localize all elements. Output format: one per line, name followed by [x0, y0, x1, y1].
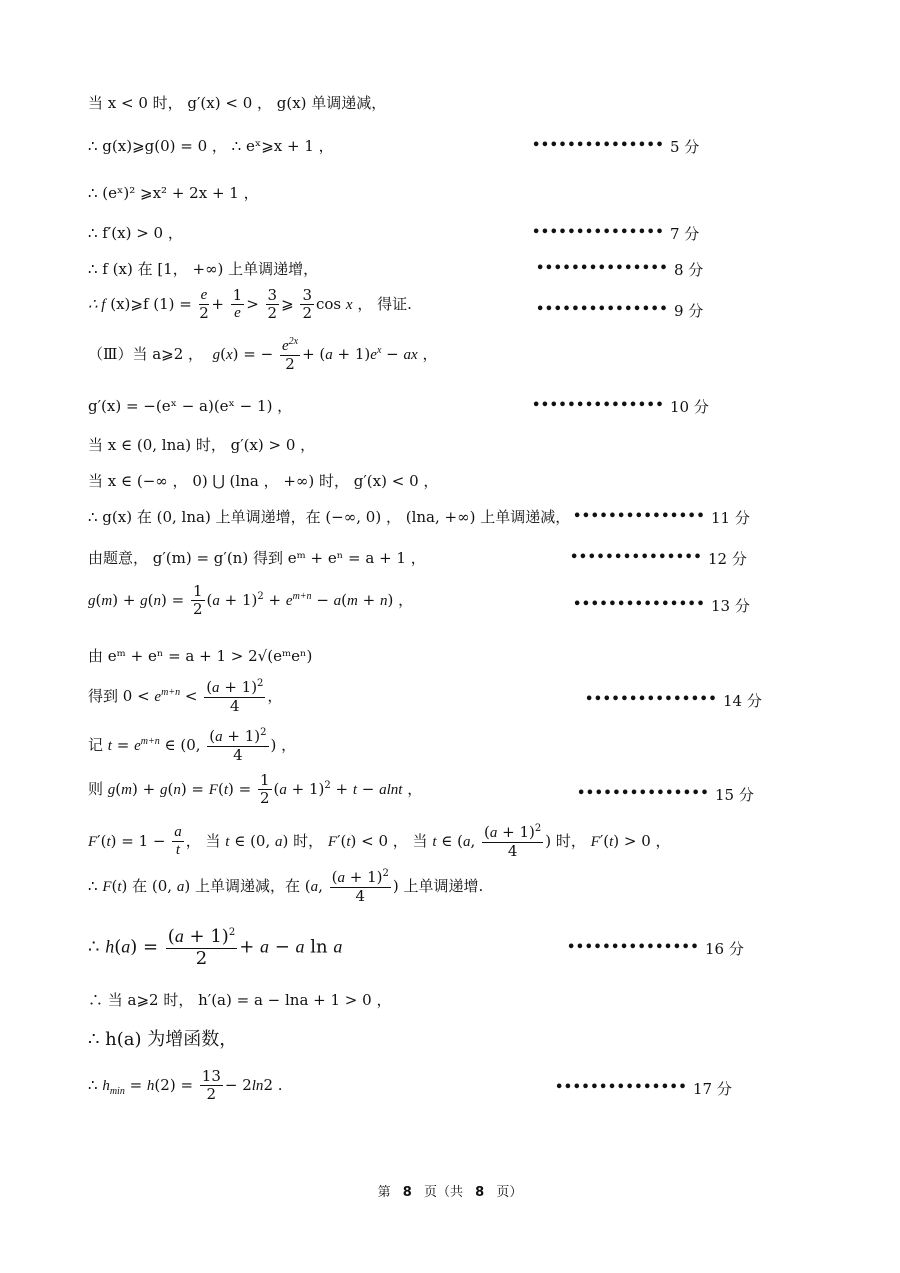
dot-leader: ••••••••••••••• [536, 261, 669, 276]
footer-mid: 页（共 [423, 1185, 463, 1200]
score-label: 17 分 [693, 1080, 732, 1098]
dot-leader: ••••••••••••••• [555, 1080, 688, 1095]
text: 当 x ∈ (0, lna) 时， g′(x) > 0 ， [88, 436, 316, 454]
fraction: $\frac{(a + 1)^2}{4}$ [331, 868, 389, 906]
line-2 [88, 137, 334, 155]
line-21 [88, 991, 391, 1009]
text: ∴ (eˣ)² ⩾x² + 2x + 1 ， [88, 184, 259, 202]
text: ∴ g(x) 在 (0, lna) 上单调递增，在 (−∞, 0) ， (lna, +∞) 上单调递减， [88, 508, 571, 526]
line-12 [88, 549, 426, 567]
score-label: 13 分 [711, 597, 750, 615]
fraction: $\frac{1}{2}$ [259, 771, 270, 808]
fraction: $\frac{(a + 1)^2}{4}$ [206, 678, 264, 716]
line-15: 得到 $0 < e^{m+n}$ < $\frac{(a + 1)^2}{4}$ ， [88, 678, 283, 716]
line-5 [88, 260, 318, 278]
dot-leader: ••••••••••••••• [577, 786, 710, 801]
fraction: $\frac{(a + 1)^2}{2}$ [167, 926, 236, 969]
text: g′(x) = −(eˣ − a)(eˣ − 1) ， [88, 397, 293, 415]
line-9 [88, 436, 315, 454]
score-label: 12 分 [708, 550, 747, 568]
line-18: F′(t) = 1 − $\frac{a}{t}$ ， 当 t ∈ (0, a) 时， F′(t) < 0 ， 当 t ∈ (a, $\frac{(a + 1)^2}{4}$ ) 时， F′(t) > 0 ， [88, 823, 671, 861]
line-6: ∴ f (x)⩾f (1) = $\frac{e}{2}$ + $\frac{1}{e}$ > $\frac{3}{2}$ ⩾ $\frac{3}{2}$ cos x ， 得证. [88, 286, 412, 323]
dot-leader: ••••••••••••••• [570, 550, 703, 565]
fraction: $\frac{(a + 1)^2}{4}$ [209, 727, 267, 765]
score-label: 14 分 [723, 692, 762, 710]
score-label: 11 分 [711, 509, 750, 527]
fraction: $\frac{e}{2}$ [199, 287, 209, 323]
dot-leader: ••••••••••••••• [585, 692, 718, 707]
line-3 [88, 184, 259, 202]
dot-leader: ••••••••••••••• [567, 940, 700, 955]
dot-leader: ••••••••••••••• [573, 509, 706, 524]
line-13: g(m) + g(n) = $\frac{1}{2}$ $(a + 1)^2 + e^{m+n} - a(m + n)$ ， [88, 582, 414, 619]
line-7: （Ⅲ）当 a⩾2 ， g(x) = − $\frac{e^{2x}}{2}$ + $(a + 1)e^x$ − ax ， [88, 336, 438, 374]
dot-leader: ••••••••••••••• [532, 398, 665, 413]
line-19: ∴ F(t) 在 (0, a) 上单调递减，在 (a, $\frac{(a + 1)^2}{4}$ ) 上单调递增. [88, 868, 484, 906]
dot-leader: ••••••••••••••• [532, 225, 665, 240]
fraction: $\frac{(a + 1)^2}{4}$ [484, 823, 542, 861]
score-label: 8 分 [674, 261, 704, 279]
text: ∴ f (x) 在 [1， +∞) 上单调递增， [88, 260, 319, 278]
text: ∴ g(x)⩾g(0) = 0 ， ∴ eˣ⩾x + 1 ， [88, 137, 334, 155]
line-8 [88, 397, 292, 415]
page-total: 8 [475, 1185, 485, 1200]
text: （Ⅲ）当 a⩾2 ， [88, 344, 204, 363]
fraction: $\frac{1}{e}$ [232, 286, 243, 322]
line-10 [88, 472, 438, 490]
page-number: 8 [402, 1185, 412, 1200]
fraction: $\frac{3}{2}$ [302, 286, 312, 323]
text: 当 x < 0 时， g′(x) < 0 ， g(x) 单调递减， [88, 94, 387, 112]
line-17: 则 g(m) + g(n) = F(t) = $\frac{1}{2}$ $(a + 1)^2 + t - alnt$ ， [88, 771, 423, 808]
score-label: 10 分 [670, 398, 709, 416]
score-label: 16 分 [705, 940, 744, 958]
dot-leader: ••••••••••••••• [536, 302, 669, 317]
page-footer [0, 1181, 900, 1200]
fraction: $\frac{1}{2}$ [193, 582, 203, 619]
line-20: ∴ h(a) = $\frac{(a + 1)^2}{2}$ + a − a ln a [88, 926, 343, 969]
score-label: 15 分 [715, 786, 754, 804]
line-11 [88, 508, 570, 526]
fraction: $\frac{3}{2}$ [267, 286, 278, 323]
footer-pre: 第 [377, 1185, 391, 1200]
text: 由题意， g′(m) = g′(n) 得到 eᵐ + eⁿ = a + 1 ， [88, 549, 426, 567]
line-22 [88, 1029, 237, 1051]
text: 当 x ∈ (−∞ ， 0) ⋃ (lna ， +∞) 时， g′(x) < 0 ， [88, 472, 439, 490]
line-4 [88, 224, 183, 242]
line-23: ∴ $h_{min} = h(2)$ = $\frac{13}{2}$ − 2ln2 . [88, 1067, 283, 1104]
text: ∴ h(a) 为增函数， [88, 1029, 238, 1050]
text: 由 eᵐ + eⁿ = a + 1 > 2√(eᵐeⁿ) [88, 647, 313, 665]
dot-leader: ••••••••••••••• [573, 597, 706, 612]
score-label: 7 分 [670, 225, 700, 243]
text: ∴ f′(x) > 0 ， [88, 224, 183, 242]
score-label: 5 分 [670, 138, 700, 156]
footer-post: 页） [496, 1185, 523, 1200]
line-16: 记 $t = e^{m+n}$ ∈ (0, $\frac{(a + 1)^2}{4}$ ) ， [88, 727, 297, 765]
line-14 [88, 647, 312, 665]
fraction: $\frac{e^{2x}}{2}$ [281, 336, 299, 374]
proof-end: 得证. [377, 294, 412, 313]
line-1 [88, 94, 386, 112]
fraction: $\frac{13}{2}$ [201, 1067, 221, 1104]
dot-leader: ••••••••••••••• [532, 138, 665, 153]
fraction: $\frac{a}{t}$ [174, 824, 182, 859]
text: ∴ 当 a⩾2 时， h′(a) = a − lna + 1 > 0 ， [88, 991, 392, 1009]
score-label: 9 分 [674, 302, 704, 320]
